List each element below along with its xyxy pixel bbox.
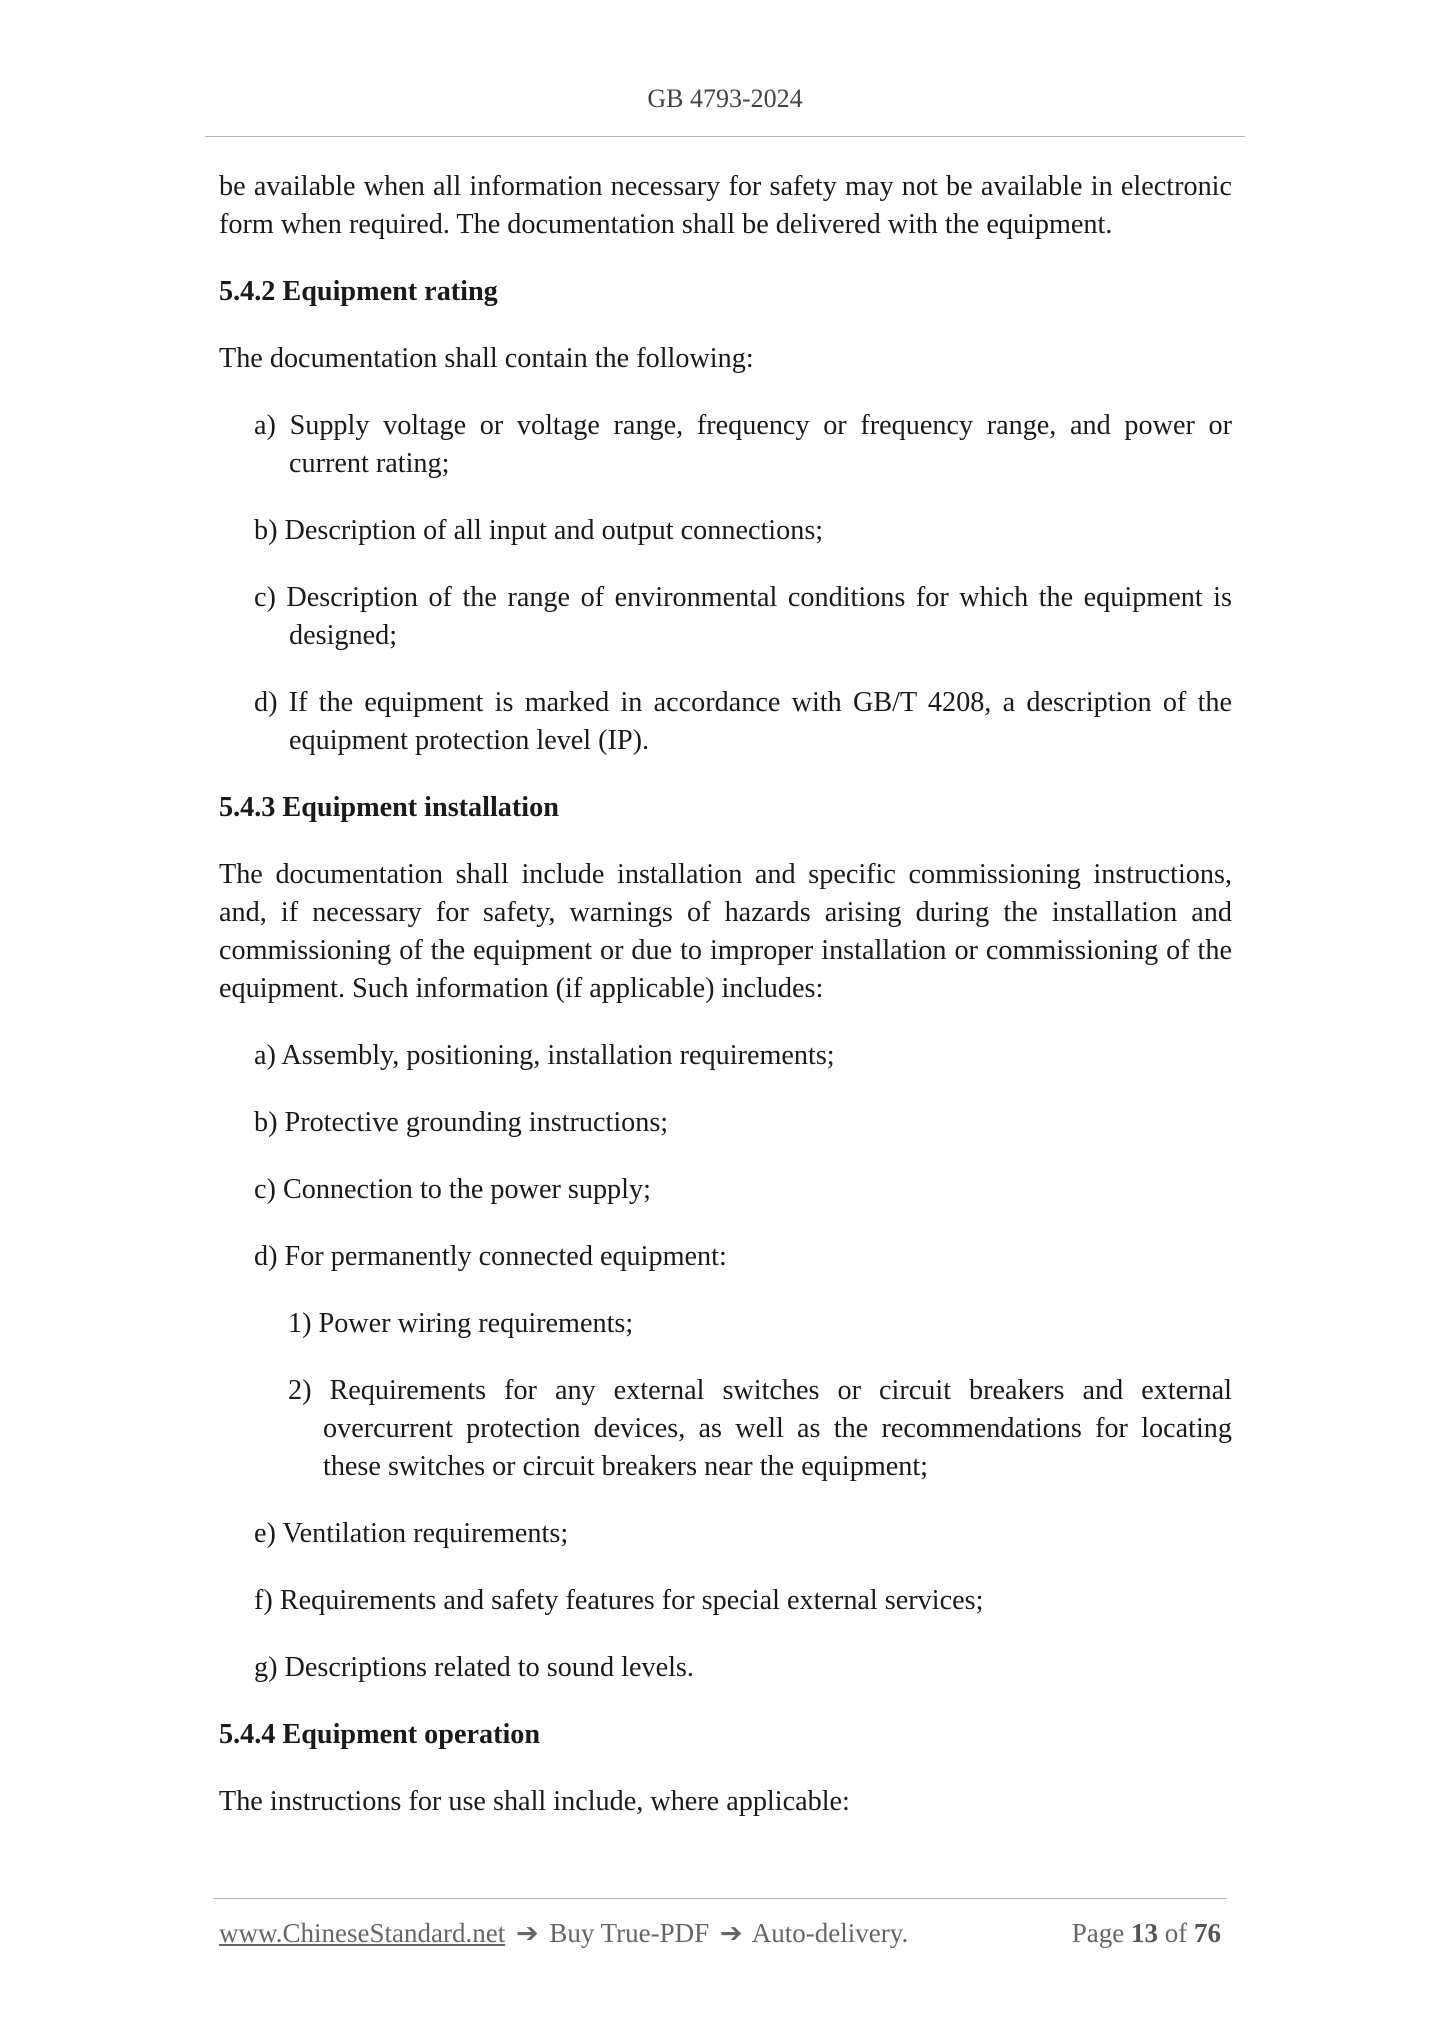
header-divider [205, 136, 1245, 137]
list-item: a) Supply voltage or voltage range, frequency or frequency range, and power or current rating; [254, 410, 1232, 479]
sub-list-item: 2) Requirements for any external switches or circuit breakers and external overcurrent protection devices, as well as the recommendations for locating these switches or circuit breakers near the equipment; [288, 1375, 1232, 1482]
website-link[interactable]: www.ChineseStandard.net [219, 1918, 506, 1948]
arrow-right-icon: ➔ [515, 1918, 539, 1948]
list-item: d) If the equipment is marked in accordance with GB/T 4208, a description of the equipment protection level (IP). [254, 687, 1232, 756]
auto-delivery-text: Auto-delivery. [751, 1918, 909, 1948]
list-item: g) Descriptions related to sound levels. [254, 1652, 694, 1683]
sub-list-item: 1) Power wiring requirements; [288, 1308, 634, 1339]
list-item: c) Connection to the power supply; [254, 1174, 651, 1205]
buy-pdf-text: Buy True-PDF [549, 1918, 710, 1948]
list-item: a) Assembly, positioning, installation requirements; [254, 1040, 835, 1071]
page-current: 13 [1131, 1918, 1158, 1948]
list-item: b) Protective grounding instructions; [254, 1107, 669, 1138]
section-intro-5-4-2: The documentation shall contain the following: [219, 343, 754, 374]
page-header: GB 4793-2024 [647, 84, 803, 113]
arrow-right-icon: ➔ [719, 1918, 743, 1948]
section-heading-5-4-3: 5.4.3 Equipment installation [219, 792, 559, 823]
list-item: d) For permanently connected equipment: [254, 1241, 727, 1272]
page-footer [219, 1918, 1229, 1949]
intro-paragraph: be available when all information necessary for safety may not be available in electronic form when required. The documentation shall be delivered with the equipment. [219, 171, 1232, 240]
page-label: Page [1071, 1918, 1125, 1948]
list-item: e) Ventilation requirements; [254, 1518, 569, 1549]
of-label: of [1164, 1918, 1188, 1948]
page-total: 76 [1194, 1918, 1221, 1948]
footer-divider [213, 1898, 1227, 1899]
section-heading-5-4-2: 5.4.2 Equipment rating [219, 276, 498, 307]
section-intro-5-4-3: The documentation shall include installation and specific commissioning instructions, and, if necessary for safety, warnings of hazards arising during the installation and commissioning of the equipment or due to improper installation or commissioning of the equipment. Such information (if applicable) includes: [219, 859, 1232, 1004]
document-body [219, 168, 1232, 1850]
list-item: c) Description of the range of environmental conditions for which the equipment is designed; [254, 582, 1232, 651]
section-intro-5-4-4: The instructions for use shall include, where applicable: [219, 1786, 850, 1817]
section-heading-5-4-4: 5.4.4 Equipment operation [219, 1719, 541, 1750]
page-number [1072, 1918, 1221, 1949]
list-item: b) Description of all input and output connections; [254, 515, 824, 546]
list-item: f) Requirements and safety features for special external services; [254, 1585, 984, 1616]
